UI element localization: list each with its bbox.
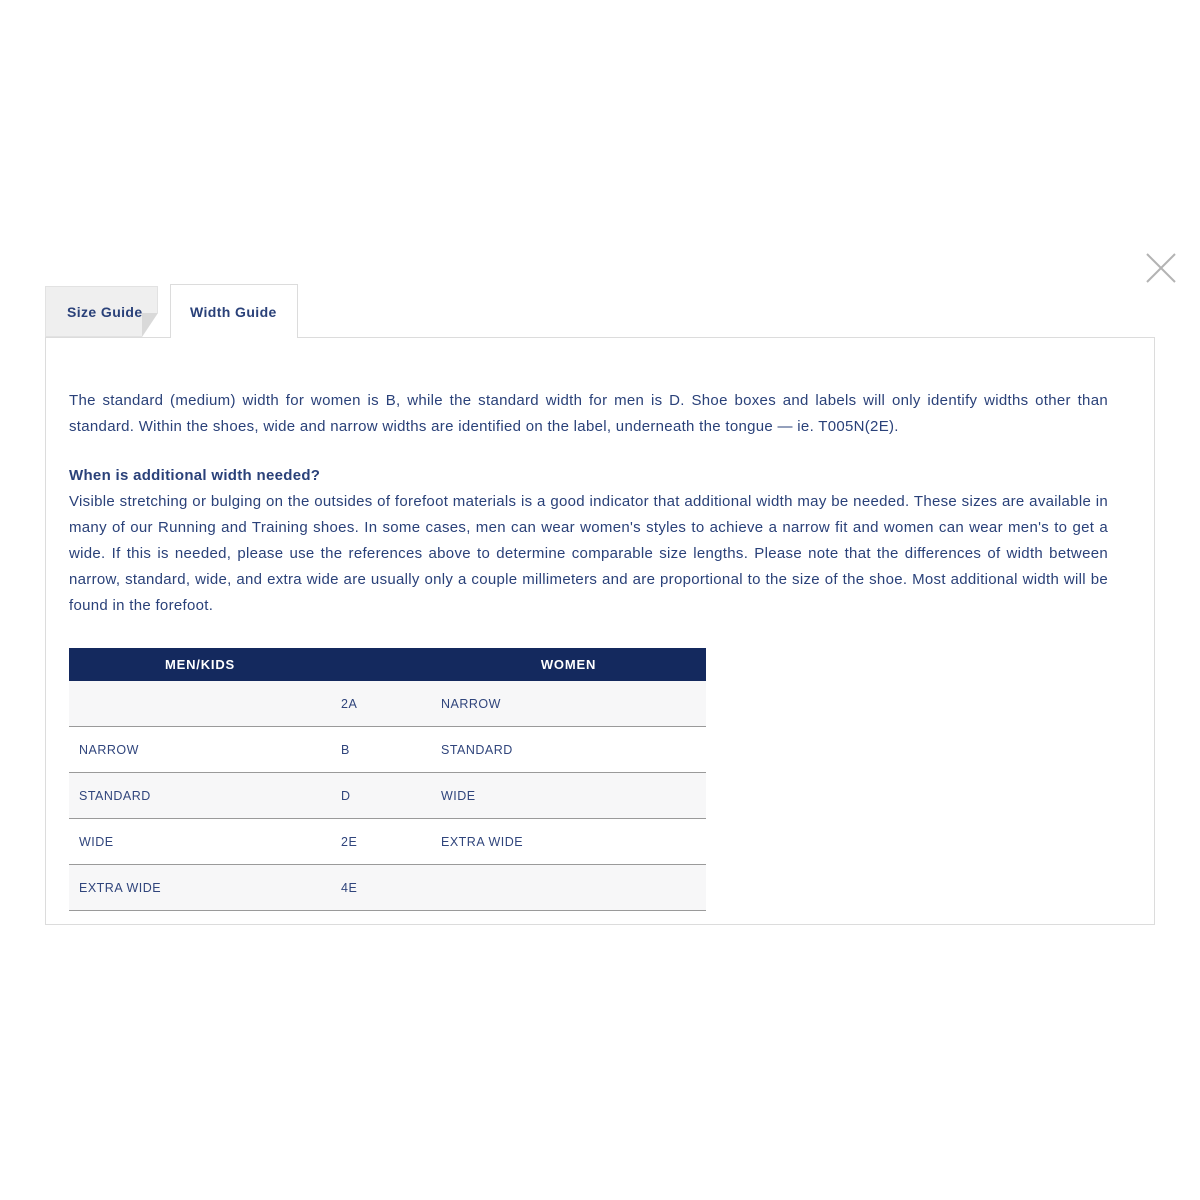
cell-code: 4E [341,880,358,895]
table-row [69,773,706,819]
table-header-row [69,648,706,681]
tab-width-guide[interactable] [170,284,298,338]
table-row [69,727,706,773]
cell-men: STANDARD [79,788,151,803]
cell-code: 2A [341,696,358,711]
tab-size-guide[interactable] [45,286,158,337]
cell-code: 2E [341,834,358,849]
cell-men: WIDE [79,834,114,849]
table-row [69,819,706,865]
table-header-men-kids: MEN/KIDS [165,657,235,672]
detail-paragraph: Visible stretching or bulging on the outsides of forefoot materials is a good indicator that additional width may be needed. These sizes are available in many of our Running and Training shoes. In some cases, men can wear women's styles to achieve a narrow fit and women can wear men's to get a wide. If this is needed, please use the references above to determine comparable size lengths. Please note that the differences of width between narrow, standard, wide, and extra wide are usually only a couple millimeters and are proportional to the size of the shoe. Most additional width will be found in the forefoot. [69,493,1108,614]
cell-women: EXTRA WIDE [441,834,524,849]
cell-women: WIDE [441,788,476,803]
cell-men: EXTRA WIDE [79,880,162,895]
intro-paragraph: The standard (medium) width for women is B, while the standard width for men is D. Shoe boxes and labels will only identify widths other than standard. Within the shoes, wide and narrow widths are identified on the label, underneath the tongue — ie. T005N(2E). [69,392,1108,435]
width-comparison-table [69,648,706,911]
width-guide-panel [45,337,1155,925]
section-heading: When is additional width needed? [69,467,321,484]
table-row [69,865,706,911]
cell-men: NARROW [79,742,139,757]
tab-width-guide-label: Width Guide [190,303,277,320]
cell-women: NARROW [441,696,501,711]
table-header-women: WOMEN [540,657,597,672]
tab-size-guide-label: Size Guide [67,303,143,320]
cell-code: D [341,788,351,803]
table-row [69,681,706,727]
close-icon[interactable] [1144,251,1178,285]
cell-code: B [341,742,350,757]
cell-women: STANDARD [441,742,513,757]
tab-fold-decoration [142,313,158,337]
